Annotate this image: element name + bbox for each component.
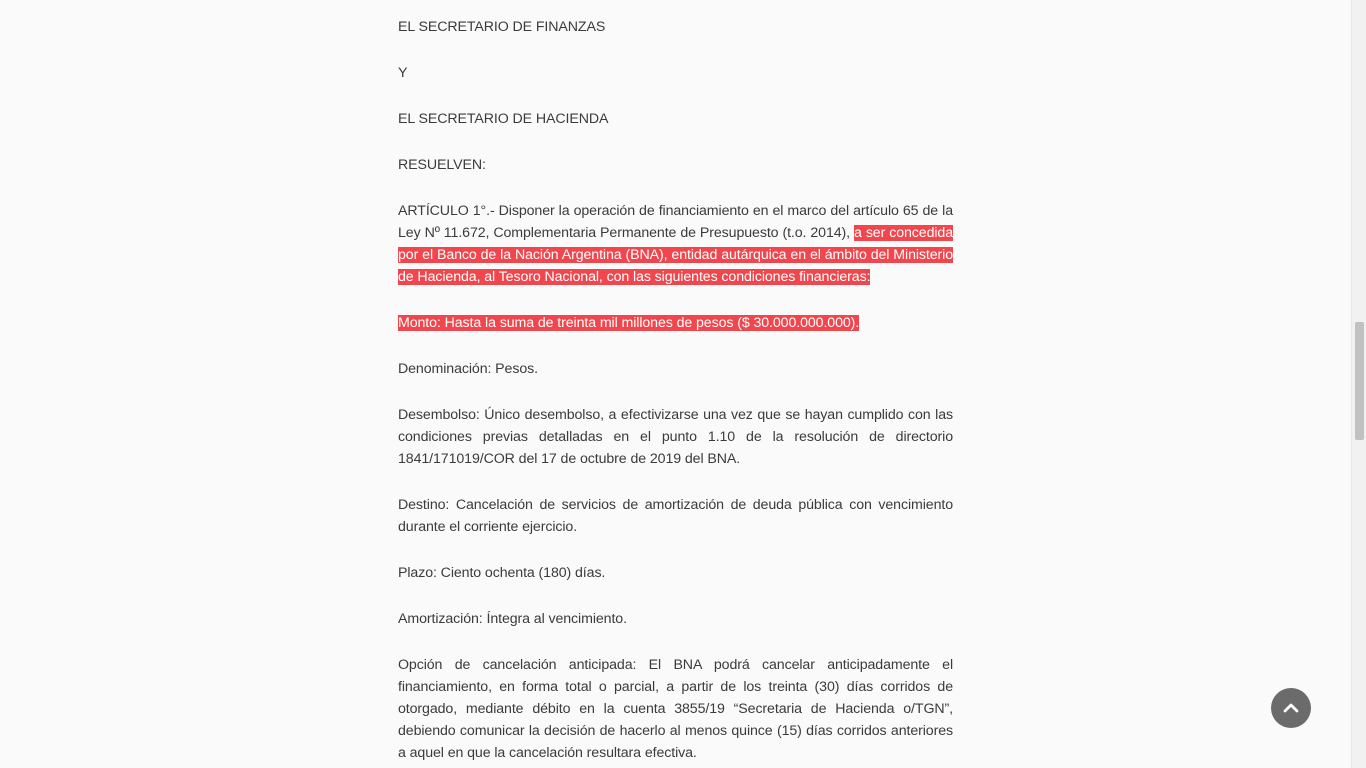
resolve-heading: RESUELVEN: xyxy=(398,157,486,173)
denominacion-paragraph: Denominación: Pesos. xyxy=(398,361,538,377)
monto-paragraph xyxy=(398,312,953,334)
destino-paragraph: Destino: Cancelación de servicios de amortización de deuda pública con vencimiento durante el corriente ejercicio. xyxy=(398,497,953,535)
scrollbar-thumb[interactable] xyxy=(1355,322,1364,440)
highlighted-selection: a ser concedida por el Banco de la Nación Argentina (BNA), entidad autárquica en el ámbito del Ministerio de Hacienda, al Tesoro Nacional, con las siguientes condiciones financieras: xyxy=(398,225,954,285)
opcion-cancelacion-paragraph: Opción de cancelación anticipada: El BNA podrá cancelar anticipadamente el financiamiento, en forma total o parcial, a partir de los treinta (30) días corridos de otorgado, mediante débito en la cuenta 3855/19 “Secretaria de Hacienda o/TGN”, debiendo comunicar la decisión de hacerlo al menos quince (15) días corridos anteriores a aquel en que la cancelación resultara efectiva. xyxy=(398,657,953,761)
resolution-article xyxy=(398,16,953,768)
chevron-up-icon xyxy=(1283,701,1299,715)
conjunction: Y xyxy=(398,65,408,81)
back-to-top-button[interactable] xyxy=(1271,688,1311,728)
plazo-paragraph: Plazo: Ciento ochenta (180) días. xyxy=(398,565,606,581)
articulo-1 xyxy=(398,200,953,288)
articulo-1-text: ARTÍCULO 1°.- Disponer la operación de financiamiento en el marco del artículo 65 de la Ley Nº 11.672, Complementaria Permanente de Presupuesto (t.o. 2014), xyxy=(398,203,953,241)
vertical-scrollbar[interactable] xyxy=(1351,0,1366,768)
highlighted-monto: Monto: Hasta la suma de treinta mil millones de pesos ($ 30.000.000.000). xyxy=(398,315,860,331)
signatory-finanzas: EL SECRETARIO DE FINANZAS xyxy=(398,19,606,35)
desembolso-paragraph: Desembolso: Único desembolso, a efectivizarse una vez que se hayan cumplido con las condiciones previas detalladas en el punto 1.10 de la resolución de directorio 1841/171019/COR del 17 de octubre de 2019 del BNA. xyxy=(398,407,953,467)
signatory-hacienda: EL SECRETARIO DE HACIENDA xyxy=(398,111,609,127)
amortizacion-paragraph: Amortización: Íntegra al vencimiento. xyxy=(398,611,627,627)
